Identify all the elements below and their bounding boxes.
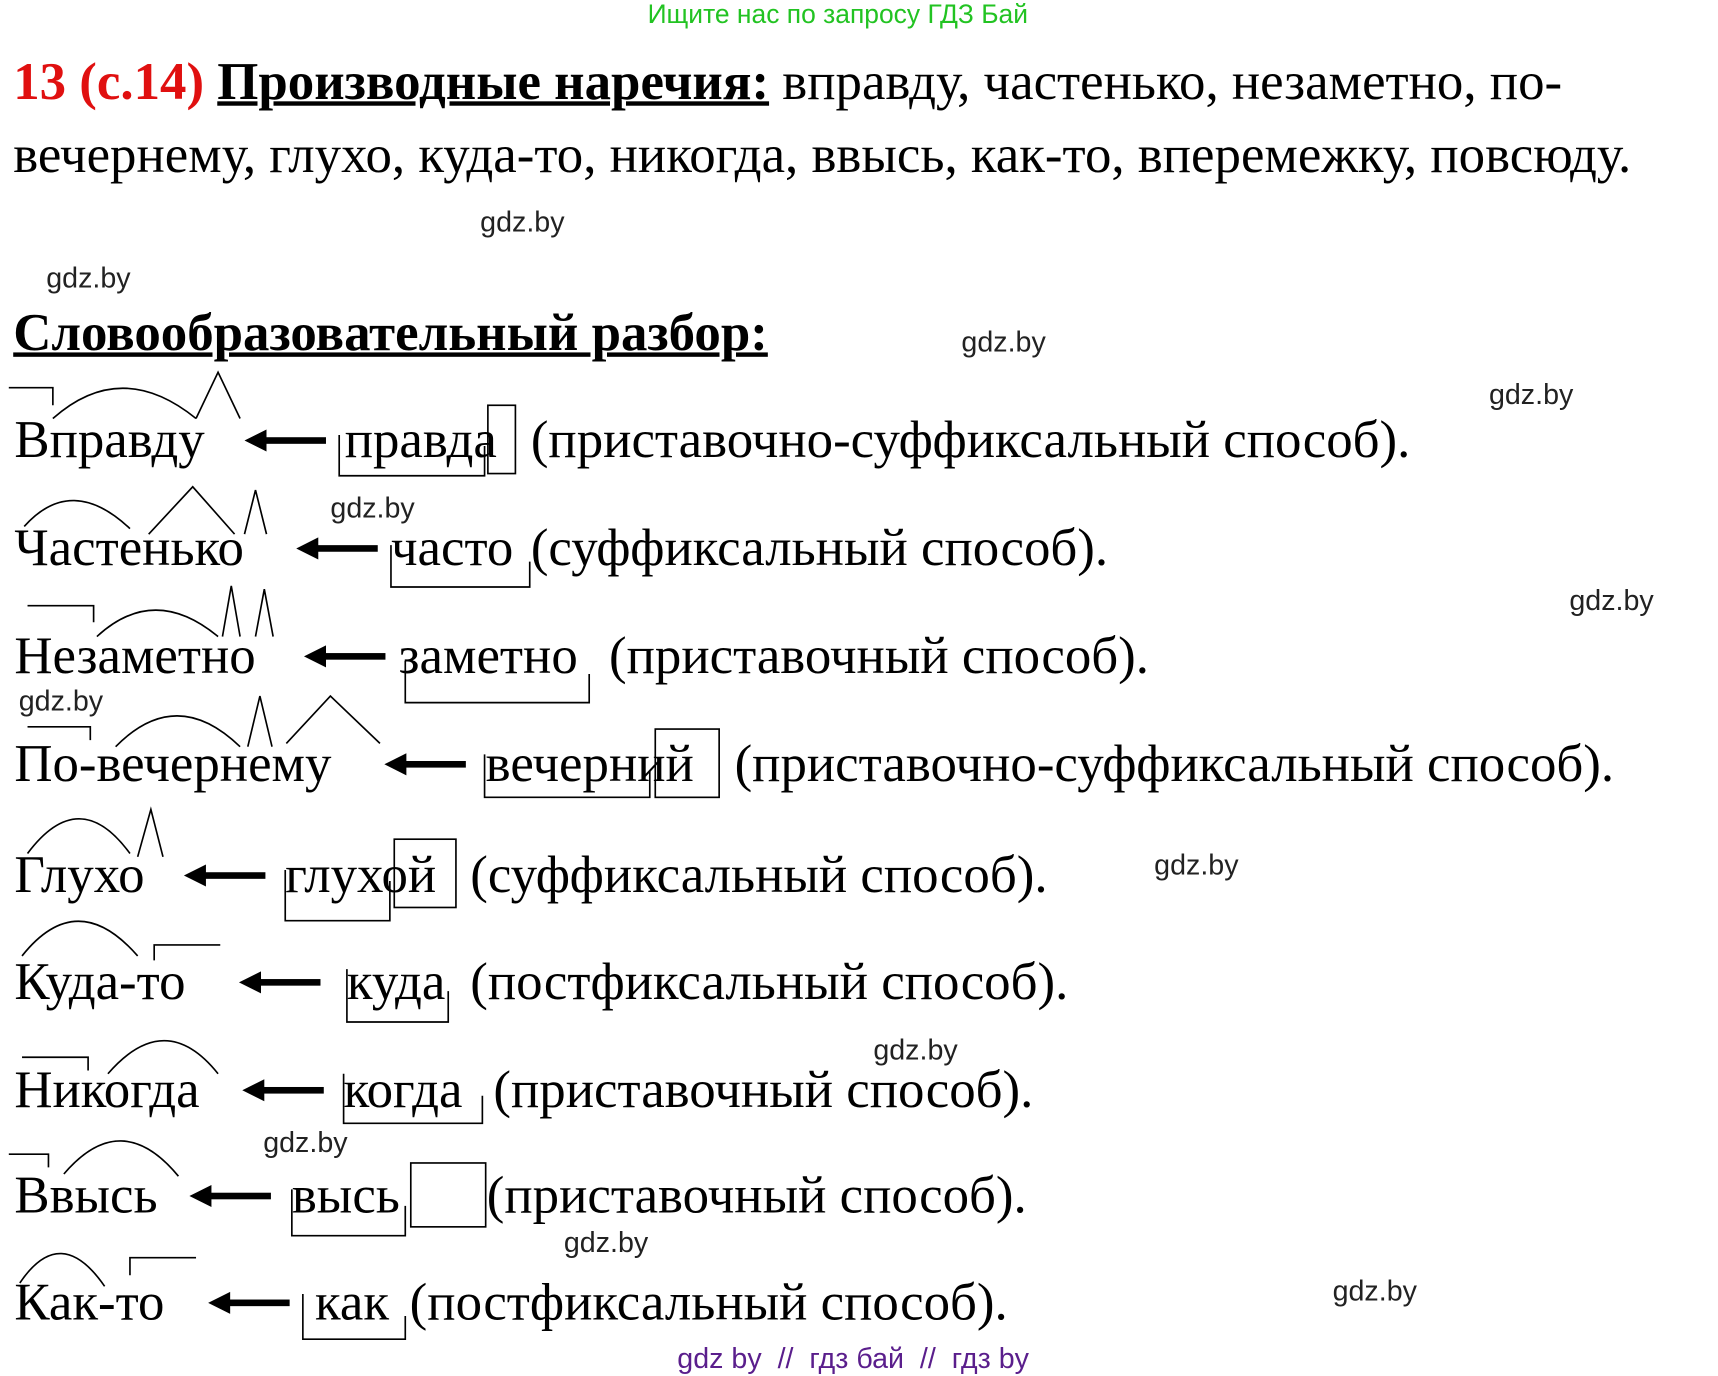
derived-word: Глухо bbox=[14, 845, 145, 905]
formation-method: (приставочный способ). bbox=[486, 1166, 1027, 1225]
derived-word: Вправду bbox=[14, 410, 205, 470]
formation-method: (постфиксальный способ). bbox=[470, 952, 1069, 1011]
analysis-row bbox=[0, 1270, 1718, 1336]
formation-method: (приставочно-суффиксальный способ). bbox=[530, 410, 1411, 470]
watermark: gdz.by bbox=[46, 261, 131, 295]
derived-word: Куда-то bbox=[14, 952, 186, 1011]
exercise-paragraph bbox=[13, 46, 1709, 191]
formation-method: (суффиксальный способ). bbox=[530, 518, 1109, 578]
watermark: gdz.by bbox=[1569, 583, 1654, 617]
analysis-row bbox=[0, 1163, 1718, 1229]
watermark: gdz.by bbox=[18, 683, 104, 717]
derived-word: Незаметно bbox=[14, 626, 256, 686]
arrow-left-icon bbox=[238, 1057, 326, 1123]
arrow-left-icon bbox=[240, 407, 328, 473]
arrow-left-icon bbox=[180, 842, 268, 908]
source-word: высь bbox=[291, 1166, 400, 1225]
analysis-row bbox=[0, 623, 1718, 689]
exercise-text: вправду, частенько, незаметно, по-вечернему, глухо, куда-то, никогда, ввысь, как-то, вперемежку, повсюду. bbox=[13, 52, 1632, 184]
derived-word: Частенько bbox=[14, 518, 244, 578]
source-word: часто bbox=[390, 518, 514, 578]
formation-method: (приставочный способ). bbox=[609, 626, 1149, 686]
analysis-heading: Словообразовательный разбор: bbox=[13, 303, 768, 363]
formation-method: (приставочный способ). bbox=[493, 1060, 1034, 1119]
watermark: gdz.by bbox=[873, 1033, 958, 1067]
source-word: как bbox=[314, 1273, 389, 1332]
source-word: заметно bbox=[398, 626, 578, 686]
source-word: когда bbox=[343, 1060, 463, 1119]
source-word: глухой bbox=[285, 845, 437, 905]
arrow-left-icon bbox=[380, 731, 468, 797]
analysis-row bbox=[0, 731, 1718, 797]
source-word: вечерний bbox=[485, 734, 694, 793]
analysis-row bbox=[0, 949, 1718, 1015]
watermark: gdz.by bbox=[330, 491, 415, 525]
arrow-left-icon bbox=[204, 1270, 292, 1336]
watermark: gdz.by bbox=[263, 1125, 348, 1159]
watermark: gdz.by bbox=[480, 204, 565, 238]
analysis-row bbox=[0, 515, 1718, 581]
analysis-row bbox=[0, 407, 1718, 473]
arrow-left-icon bbox=[235, 949, 323, 1015]
analysis-row bbox=[0, 842, 1718, 908]
analysis-row bbox=[0, 1057, 1718, 1123]
watermark: gdz.by bbox=[563, 1225, 649, 1259]
derived-word: Как-то bbox=[14, 1273, 165, 1332]
source-word: правда bbox=[344, 410, 497, 470]
footer-watermark: gdz by // гдз бай // гдз by bbox=[677, 1341, 1029, 1375]
watermark: gdz.by bbox=[1488, 377, 1574, 411]
top-banner: Ищите нас по запросу ГДЗ Бай bbox=[647, 0, 1029, 30]
watermark: gdz.by bbox=[1332, 1274, 1417, 1308]
derived-word: Ввысь bbox=[14, 1166, 158, 1225]
formation-method: (приставочно-суффиксальный способ). bbox=[734, 734, 1615, 793]
derived-word: Никогда bbox=[14, 1060, 200, 1119]
watermark: gdz.by bbox=[961, 324, 1046, 358]
source-word: куда bbox=[346, 952, 446, 1011]
arrow-left-icon bbox=[185, 1163, 273, 1229]
exercise-heading: Производные наречия: bbox=[217, 52, 770, 112]
exercise-number: 13 (с.14) bbox=[13, 52, 205, 112]
derived-word: По-вечернему bbox=[14, 734, 332, 793]
watermark: gdz.by bbox=[1154, 848, 1239, 882]
formation-method: (постфиксальный способ). bbox=[409, 1273, 1008, 1332]
formation-method: (суффиксальный способ). bbox=[470, 845, 1048, 905]
arrow-left-icon bbox=[300, 623, 388, 689]
